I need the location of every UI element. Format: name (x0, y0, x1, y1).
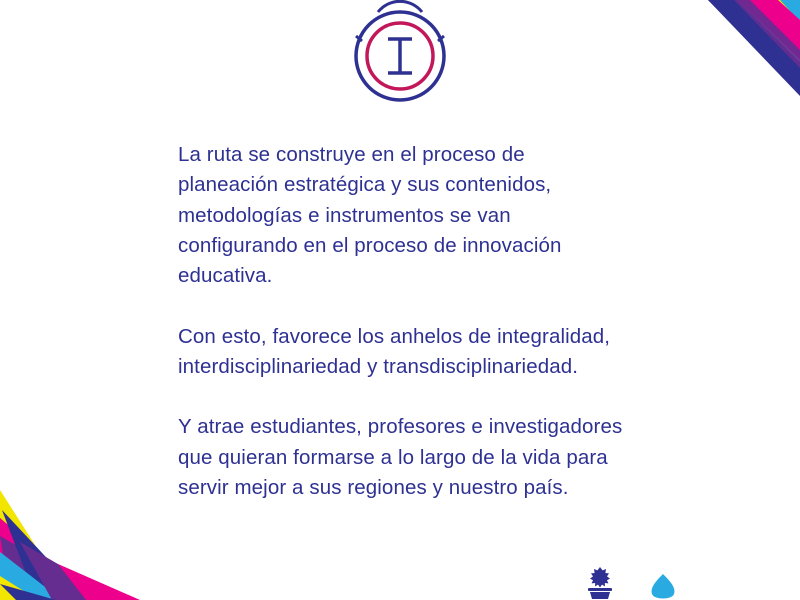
crest-logo (580, 566, 620, 600)
paragraph-1: La ruta se construye en el proceso de planeación estratégica y sus contenidos, metodologías e instrumentos se van configurando en el proceso de innovación educativa. (178, 143, 562, 288)
paragraph-2: Con esto, favorece los anhelos de integralidad, interdisciplinariedad y transdisciplinariedad. (178, 324, 611, 378)
footer-logos (580, 558, 680, 600)
body-text-block (178, 140, 628, 503)
stopwatch-icon-container (0, 0, 800, 114)
stopwatch-icon (330, 0, 470, 114)
paragraph-3: Y atrae estudiantes, profesores e investigadores que quieran formarse a lo largo de la vida para servir mejor a sus regiones y nuestro país. (178, 415, 623, 499)
droplet-logo (646, 570, 680, 600)
